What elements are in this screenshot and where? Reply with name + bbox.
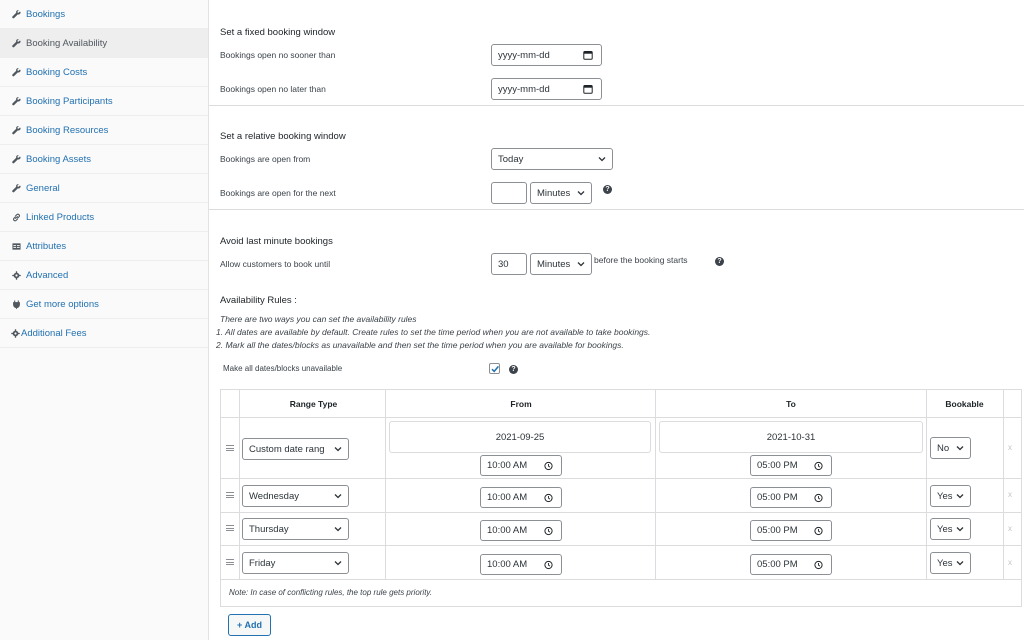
allow-until-number-input[interactable] xyxy=(491,253,527,275)
open-no-later-date-input[interactable] xyxy=(491,78,602,100)
sidebar-item-label: Advanced xyxy=(26,269,69,281)
sidebar-item-booking-resources[interactable] xyxy=(0,116,208,145)
sidebar-item-attributes[interactable] xyxy=(0,232,208,261)
sidebar-item-label: Booking Costs xyxy=(26,66,88,78)
delete-rule-button[interactable]: x xyxy=(1008,524,1012,533)
bookable-select[interactable] xyxy=(930,437,971,459)
fixed-window-title: Set a fixed booking window xyxy=(220,27,336,38)
chevron-down-icon xyxy=(956,526,964,532)
select-value: Custom date rang xyxy=(249,443,325,455)
select-value: Yes xyxy=(937,557,953,569)
column-divider xyxy=(655,390,656,579)
range-type-select[interactable] xyxy=(242,485,349,507)
sidebar-item-booking-availability[interactable] xyxy=(0,29,208,58)
sidebar-item-label: Bookings xyxy=(26,8,66,20)
clock-icon[interactable] xyxy=(544,493,553,502)
sidebar-item-label: Attributes xyxy=(26,240,67,252)
time-value: 10:00 AM xyxy=(487,559,528,570)
open-no-later-label: Bookings open no later than xyxy=(220,84,326,94)
drag-handle-icon[interactable] xyxy=(226,559,234,565)
open-from-label: Bookings are open from xyxy=(220,154,311,164)
open-no-sooner-date-input[interactable] xyxy=(491,44,602,66)
open-next-label: Bookings are open for the next xyxy=(220,188,336,198)
chevron-down-icon xyxy=(956,445,964,451)
row-divider xyxy=(221,478,1021,479)
help-icon[interactable]: ? xyxy=(715,257,724,266)
select-value: Yes xyxy=(937,523,953,535)
rules-line-1: 1. All dates are available by default. Create rules to set the time period when you are not available to take bookings. xyxy=(216,327,651,337)
time-value: 05:00 PM xyxy=(757,525,798,536)
allow-until-unit-select[interactable] xyxy=(530,253,592,275)
section-divider xyxy=(209,209,1024,210)
sidebar-item-label: Booking Availability xyxy=(26,37,108,49)
sidebar-item-booking-assets[interactable] xyxy=(0,145,208,174)
conflict-note: Note: In case of conflicting rules, the top rule gets priority. xyxy=(229,588,433,597)
chevron-down-icon xyxy=(956,560,964,566)
select-value: Yes xyxy=(937,490,953,502)
range-type-select[interactable] xyxy=(242,438,349,460)
chevron-down-icon xyxy=(577,261,585,267)
select-value: Friday xyxy=(249,557,276,569)
select-value: No xyxy=(937,442,950,454)
make-unavailable-label: Make all dates/blocks unavailable xyxy=(223,364,343,373)
to-time-input[interactable] xyxy=(750,520,832,541)
sidebar-item-label: Additional Fees xyxy=(21,327,87,339)
gear-icon xyxy=(10,328,20,338)
column-divider xyxy=(1003,390,1004,579)
sidebar-item-label: Booking Participants xyxy=(26,95,113,107)
help-icon[interactable]: ? xyxy=(509,365,518,374)
clock-icon[interactable] xyxy=(544,560,553,569)
clock-icon[interactable] xyxy=(814,560,823,569)
wrench-icon xyxy=(11,125,21,135)
plugin-icon xyxy=(11,299,21,309)
sidebar-item-advanced[interactable] xyxy=(0,261,208,290)
from-time-input[interactable] xyxy=(480,487,562,508)
to-time-input[interactable] xyxy=(750,554,832,575)
sidebar-item-label: General xyxy=(26,182,60,194)
wrench-icon xyxy=(11,9,21,19)
column-divider xyxy=(239,390,240,579)
time-value: 10:00 AM xyxy=(487,460,528,471)
time-value: 05:00 PM xyxy=(757,460,798,471)
column-header-range-type: Range Type xyxy=(289,399,338,409)
sidebar-item-booking-costs[interactable] xyxy=(0,58,208,87)
table-header xyxy=(221,390,1021,418)
range-type-select[interactable] xyxy=(242,552,349,574)
time-value: 10:00 AM xyxy=(487,525,528,536)
sidebar-item-label: Booking Resources xyxy=(26,124,109,136)
clock-icon[interactable] xyxy=(814,461,823,470)
sidebar-item-label: Linked Products xyxy=(26,211,95,223)
sidebar-item-linked-products[interactable] xyxy=(0,203,208,232)
drag-handle-icon[interactable] xyxy=(226,445,234,451)
clock-icon[interactable] xyxy=(544,526,553,535)
time-value: 10:00 AM xyxy=(487,492,528,503)
row-divider xyxy=(221,579,1021,580)
range-type-select[interactable] xyxy=(242,518,349,540)
chevron-down-icon xyxy=(577,190,585,196)
bookable-select[interactable] xyxy=(930,485,971,507)
column-header-from: From xyxy=(510,399,532,409)
make-unavailable-checkbox[interactable] xyxy=(489,363,500,374)
sidebar-item-bookings[interactable] xyxy=(0,0,208,29)
calendar-icon[interactable] xyxy=(583,84,593,94)
gear-icon xyxy=(11,270,21,280)
booking-availability-panel xyxy=(209,0,1024,640)
to-time-input[interactable] xyxy=(750,487,832,508)
open-no-sooner-label: Bookings open no sooner than xyxy=(220,50,336,60)
column-divider xyxy=(385,390,386,579)
clock-icon[interactable] xyxy=(814,526,823,535)
wrench-icon xyxy=(11,183,21,193)
chevron-down-icon xyxy=(334,493,342,499)
to-time-input[interactable] xyxy=(750,455,832,476)
sidebar-item-label: Get more options xyxy=(26,298,99,310)
column-header-bookable: Bookable xyxy=(945,399,984,409)
time-value: 05:00 PM xyxy=(757,559,798,570)
select-value: Wednesday xyxy=(249,490,299,502)
chevron-down-icon xyxy=(334,446,342,452)
chevron-down-icon xyxy=(334,526,342,532)
column-divider xyxy=(926,390,927,579)
from-time-input[interactable] xyxy=(480,520,562,541)
sidebar-item-additional-fees[interactable] xyxy=(0,319,208,348)
open-from-select[interactable] xyxy=(491,148,613,170)
calendar-icon[interactable] xyxy=(583,50,593,60)
from-time-input[interactable] xyxy=(480,554,562,575)
clock-icon[interactable] xyxy=(544,461,553,470)
sidebar-item-booking-participants[interactable] xyxy=(0,87,208,116)
chevron-down-icon xyxy=(334,560,342,566)
chevron-down-icon xyxy=(956,493,964,499)
select-value: Minutes xyxy=(537,258,571,270)
availability-rules-table xyxy=(220,389,1022,607)
wrench-icon xyxy=(11,154,21,164)
wrench-icon xyxy=(11,67,21,77)
sidebar-item-general[interactable] xyxy=(0,174,208,203)
bookable-select[interactable] xyxy=(930,518,971,540)
product-data-sidebar xyxy=(0,0,209,640)
select-value: Today xyxy=(498,153,524,165)
input-value: 30 xyxy=(498,258,509,270)
help-icon[interactable]: ? xyxy=(603,185,612,194)
sidebar-item-label: Booking Assets xyxy=(26,153,91,165)
open-next-number-input[interactable] xyxy=(491,182,527,204)
wrench-icon xyxy=(11,96,21,106)
last-minute-title: Avoid last minute bookings xyxy=(220,236,333,247)
drag-handle-icon[interactable] xyxy=(226,492,234,498)
sidebar-item-get-more-options[interactable] xyxy=(0,290,208,319)
delete-rule-button[interactable]: x xyxy=(1008,490,1012,499)
allow-until-label: Allow customers to book until xyxy=(220,259,331,269)
link-icon xyxy=(11,212,21,222)
rules-line-2: 2. Mark all the dates/blocks as unavailable and then set the time period when you are available for bookings. xyxy=(216,340,624,350)
date-placeholder: yyyy-mm-dd xyxy=(498,83,550,95)
to-date-field[interactable]: 2021-10-31 xyxy=(659,421,923,453)
from-date-field[interactable]: 2021-09-25 xyxy=(389,421,651,453)
rules-intro: There are two ways you can set the availability rules xyxy=(220,314,417,324)
select-value: Minutes xyxy=(537,187,571,199)
row-divider xyxy=(221,512,1021,513)
from-time-input[interactable] xyxy=(480,455,562,476)
add-rule-button[interactable]: + Add xyxy=(228,614,271,636)
drag-handle-icon[interactable] xyxy=(226,525,234,531)
delete-rule-button[interactable]: x xyxy=(1008,443,1012,452)
allow-until-suffix: before the booking starts xyxy=(594,255,688,265)
table-icon xyxy=(11,241,21,251)
availability-rules-title: Availability Rules : xyxy=(220,295,297,306)
open-next-unit-select[interactable] xyxy=(530,182,592,204)
clock-icon[interactable] xyxy=(814,493,823,502)
checkmark-icon xyxy=(490,364,500,374)
relative-window-title: Set a relative booking window xyxy=(220,131,346,142)
chevron-down-icon xyxy=(598,156,606,162)
row-divider xyxy=(221,545,1021,546)
date-placeholder: yyyy-mm-dd xyxy=(498,49,550,61)
time-value: 05:00 PM xyxy=(757,492,798,503)
bookable-select[interactable] xyxy=(930,552,971,574)
section-divider xyxy=(209,105,1024,106)
select-value: Thursday xyxy=(249,523,289,535)
column-header-to: To xyxy=(786,399,796,409)
wrench-icon xyxy=(11,38,21,48)
delete-rule-button[interactable]: x xyxy=(1008,558,1012,567)
